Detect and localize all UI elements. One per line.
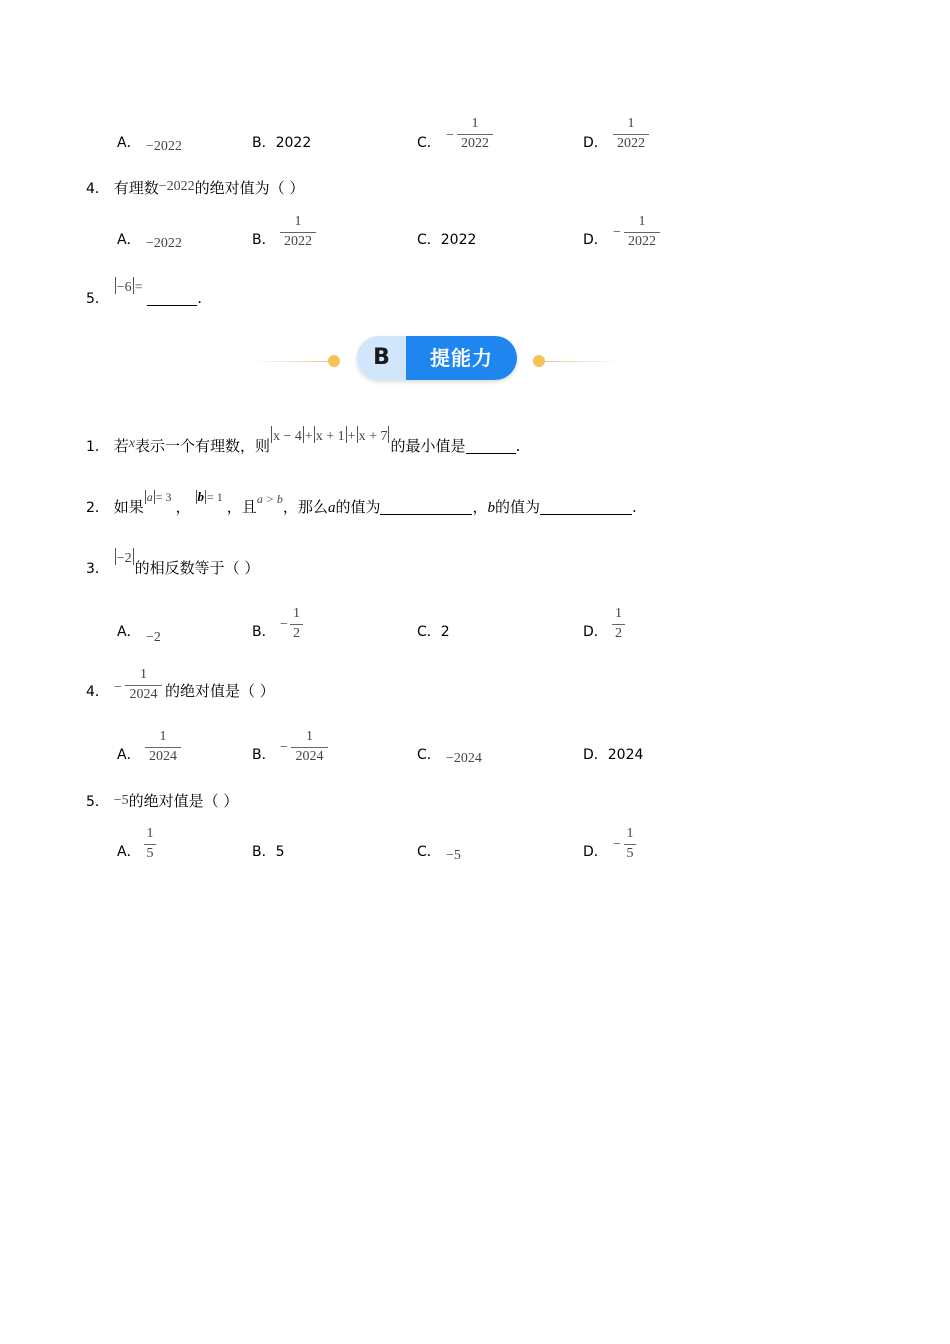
a-q5: 5． −6 = . <box>86 288 202 310</box>
banner-title: 提能力 <box>406 336 517 380</box>
abs-expression: −6 = <box>114 277 148 295</box>
option-c-fraction: 1 2022 <box>457 116 493 152</box>
section-banner <box>357 336 517 380</box>
option-d-fraction: 1 2 <box>612 606 625 642</box>
option-b-label: B．5 <box>252 844 285 860</box>
option-d-label: D． <box>583 624 608 640</box>
banner-dot-left <box>328 355 340 367</box>
option-c-sign: − <box>446 128 454 143</box>
option-c-label: C．2 <box>417 624 450 640</box>
option-a-value: −2022 <box>146 236 182 251</box>
a-q4-stem: 4． 有理数−2022的绝对值为（ ） <box>86 179 305 197</box>
banner-letter: B <box>357 336 406 380</box>
b-q5-stem: 5． −5的绝对值是（ ） <box>86 792 239 810</box>
b-q4-fraction: 1 2024 <box>125 667 162 703</box>
option-d-label: D． <box>583 135 608 151</box>
answer-blank[interactable] <box>466 439 516 454</box>
banner-line-left <box>248 361 328 362</box>
abs-sum-expression: x − 4 + x + 1 + x + 7 <box>270 426 391 444</box>
b-q4-text: 的绝对值是（ ） <box>165 682 275 700</box>
b-q4-sign: − <box>114 680 122 695</box>
option-d-fraction: 1 5 <box>624 826 636 862</box>
option-d-sign: − <box>613 225 621 240</box>
option-d-label: D． <box>583 232 608 248</box>
option-b-fraction: 1 2 <box>290 606 303 642</box>
b-q3-stem: 3． −2的相反数等于（ ） <box>86 558 259 580</box>
option-d-label: D．2024 <box>583 747 644 763</box>
answer-blank-b[interactable] <box>540 500 632 515</box>
option-a-fraction: 1 5 <box>144 826 156 862</box>
option-a-value: −2022 <box>146 139 182 154</box>
option-a-fraction: 1 2024 <box>145 729 181 765</box>
option-b-label: B． <box>252 624 276 640</box>
option-c-value: −5 <box>446 848 461 863</box>
option-a-label: A． <box>117 747 141 763</box>
option-c-label: C． <box>417 844 441 860</box>
option-b-fraction: 1 2024 <box>291 729 328 765</box>
option-b-label: B． <box>252 232 276 248</box>
option-a-label: A． <box>117 624 141 640</box>
option-d-sign: − <box>613 837 621 852</box>
option-a-label: A． <box>117 135 141 151</box>
option-c-label: C． <box>417 135 441 151</box>
answer-blank[interactable] <box>147 291 197 306</box>
option-d-fraction: 1 2022 <box>624 214 660 250</box>
option-a-label: A． <box>117 844 141 860</box>
banner-line-right <box>545 361 625 362</box>
option-b-sign: − <box>280 617 288 632</box>
banner-dot-right <box>533 355 545 367</box>
option-b-fraction: 1 2022 <box>280 214 316 250</box>
option-c-value: −2024 <box>446 751 482 766</box>
option-c-label: C． <box>417 747 441 763</box>
option-a-label: A． <box>117 232 141 248</box>
option-a-value: −2 <box>146 630 161 645</box>
answer-blank-a[interactable] <box>380 500 472 515</box>
option-d-fraction: 1 2022 <box>613 116 649 152</box>
option-b-sign: − <box>280 740 288 755</box>
b-q4-stem: 4． <box>86 684 109 700</box>
b-q1: 1． 若x表示一个有理数，则x − 4 + x + 1 + x + 7的最小值是 . <box>86 436 520 458</box>
option-c-label: C．2022 <box>417 232 477 248</box>
option-d-label: D． <box>583 844 608 860</box>
b-q2: 2． 如果$^{a = 3}$，b = 1，且$^{a > b}$，那么a的值为 ，b的值为 . <box>86 489 637 516</box>
option-b-label: B．2022 <box>252 135 312 151</box>
option-b-label: B． <box>252 747 276 763</box>
